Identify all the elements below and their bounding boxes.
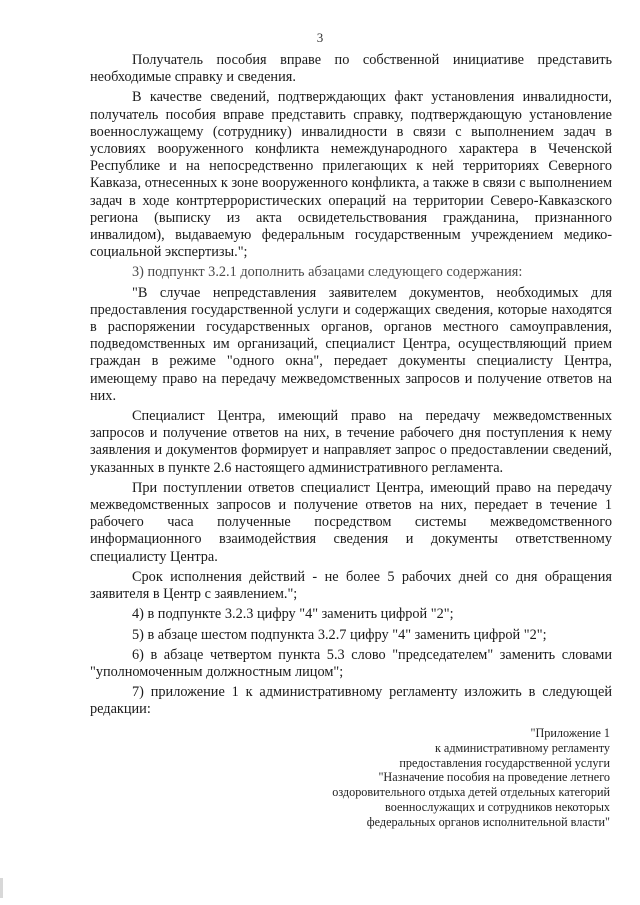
page-number: 3 [316,30,324,45]
document-body [90,52,612,722]
paragraph-right-to-submit: Получатель пособия вправе по собственной инициативе представить необходимые справку и сведения. [90,52,612,86]
paragraph-amendment-4: 4) в подпункте 3.2.3 цифру "4" заменить цифрой "2"; [132,606,454,623]
paragraph-interagency-request: Специалист Центра, имеющий право на передачу межведомственных запросов и получение ответов на них, в течение рабочего дня поступления к нему заявления и документов формирует и направляет запрос о предоставлении сведений, указанных в пункте 2.6 настоящего административного регламента. [90,408,612,476]
appendix-line: "Назначение пособия на проведение летнего [378,770,610,785]
appendix-line: к административному регламенту [434,740,610,755]
paragraph-amendment-7: 7) приложение 1 к административному регламенту изложить в следующей редакции: [90,684,612,718]
paragraph-disability-certificate: В качестве сведений, подтверждающих факт установления инвалидности, получатель пособия вправе представить справку, подтверждающую установление военнослужащему (сотруднику) инвалидности в связи с выполнением задач в условиях вооруженного конфликта немеждународного характера в Чеченской Республике и на непосредственно прилегающих к ней территориях Северного Кавказа, отнесенных к зоне вооруженного конфликта, а также в связи с выполнением задач в ходе контртеррористических операций на территории Северо-Кавказского региона (выписку из акта освидетельствования гражданина, признанного инвалидом), выдаваемую федеральным государственным учреждением медико-социальной экспертизы."; [90,89,612,261]
scan-edge-mark [0,878,3,898]
appendix-line: оздоровительного отдыха детей отдельных категорий [332,785,610,800]
appendix-line: федеральных органов исполнительной власти" [366,814,610,829]
appendix-line: "Приложение 1 [530,726,610,740]
paragraph-amendment-5: 5) в абзаце шестом подпункта 3.2.7 цифру "4" заменить цифрой "2"; [132,626,547,643]
appendix-line: военнослужащих и сотрудников некоторых [385,799,610,814]
paragraph-deadline: Срок исполнения действий - не более 5 рабочих дней со дня обращения заявителя в Центр с заявлением."; [90,568,612,603]
appendix-header [300,726,610,830]
paragraph-amendment-6: 6) в абзаце четвертом пункта 5.3 слово "председателем" заменить словами "уполномоченным должностным лицом"; [90,646,612,680]
paragraph-one-window-transfer: "В случае непредставления заявителем документов, необходимых для предоставления государственной услуги и содержащих сведения, которые находятся в распоряжении государственных органов, органов местного самоуправления, подведомственных им организаций, специалист Центра, осуществляющий прием граждан в режиме "одного окна", передает документы специалисту Центра, имеющему право на передачу межведомственных запросов и получение ответов на них. [90,284,612,404]
paragraph-amendment-3: 3) подпункт 3.2.1 дополнить абзацами следующего содержания: [132,264,523,281]
paragraph-response-handling: При поступлении ответов специалист Центра, имеющий право на передачу межведомственных запросов и получение ответов на них, передает в течение 1 рабочего часа полученные посредством системы межведомственного информационного взаимодействия сведения и документы ответственному специалисту Центра. [90,479,612,565]
appendix-line: предоставления государственной услуги [399,755,610,770]
